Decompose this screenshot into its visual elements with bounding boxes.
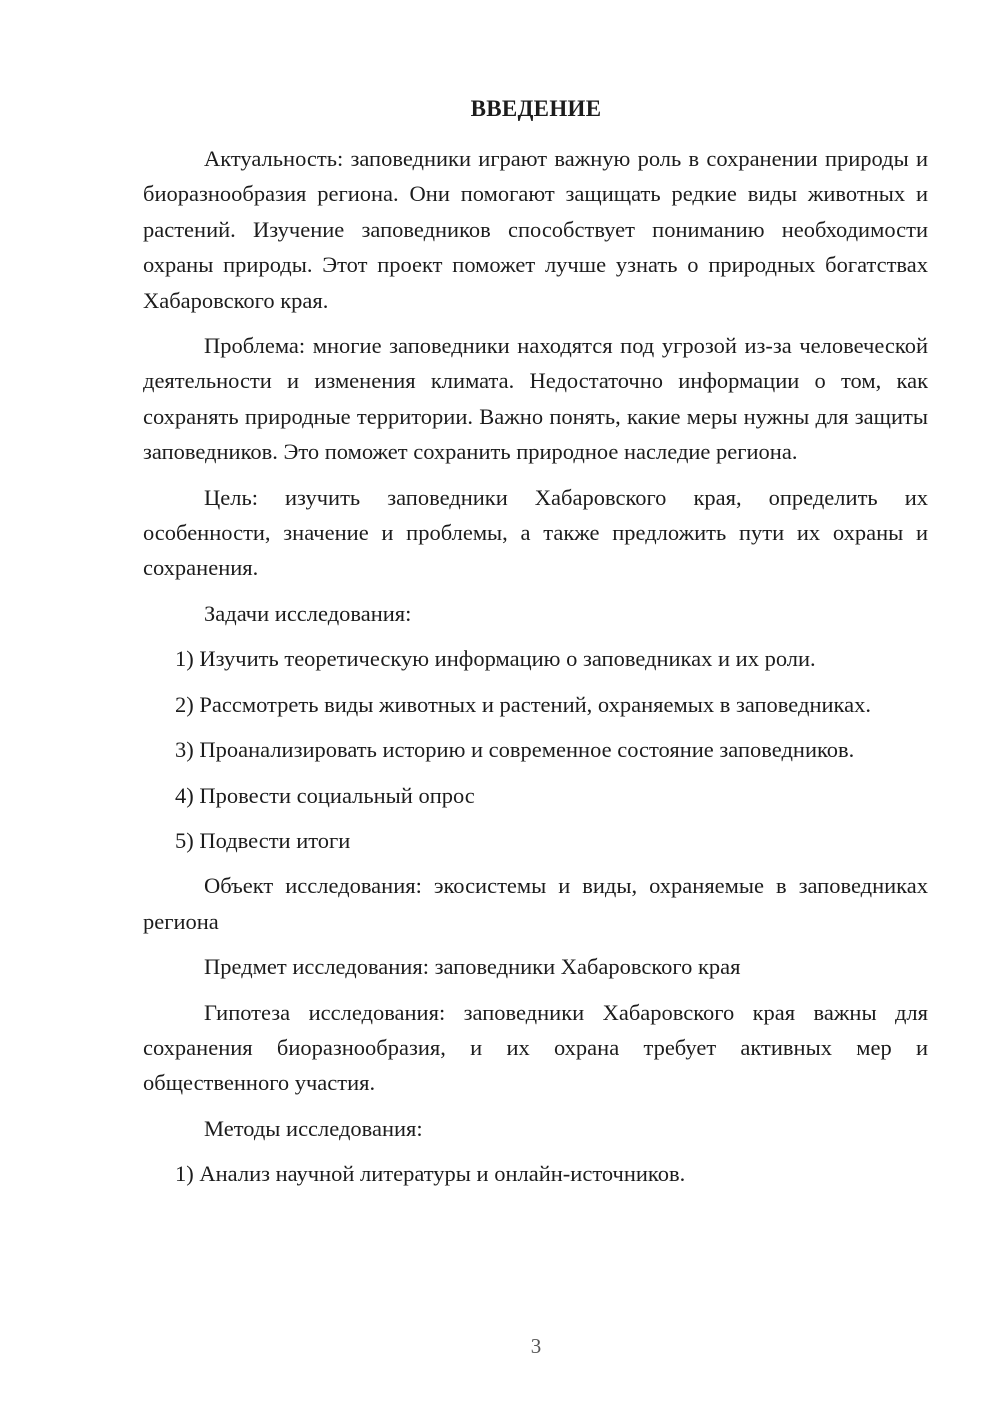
relevance-paragraph: Актуальность: заповедники играют важную роль в сохранении природы и биоразнообразия региона. Они помогают защищать редкие виды животных и растений. Изучение заповедников способствует пониманию необходимости охраны природы. Этот проект поможет лучше узнать о природных богатствах Хабаровского края. <box>143 146 928 313</box>
method-item: 1) Анализ научной литературы и онлайн-источников. <box>175 1161 686 1187</box>
task-item: 5) Подвести итоги <box>175 827 351 853</box>
methods-heading: Методы исследования: <box>204 1115 423 1141</box>
tasks-heading: Задачи исследования: <box>204 600 412 626</box>
page-number: 3 <box>530 1334 542 1358</box>
object-paragraph: Объект исследования: экосистемы и виды, охраняемые в заповедниках региона <box>143 873 928 934</box>
subject-paragraph: Предмет исследования: заповедники Хабаровского края <box>204 954 741 980</box>
task-item: 4) Провести социальный опрос <box>175 782 475 808</box>
body-text <box>143 141 928 1202</box>
task-item: 1) Изучить теоретическую информацию о заповедниках и их роли. <box>175 646 816 672</box>
task-item: 2) Рассмотреть виды животных и растений, охраняемых в заповедниках. <box>175 691 871 717</box>
hypothesis-paragraph: Гипотеза исследования: заповедники Хабаровского края важны для сохранения биоразнообразия, и их охрана требует активных мер и общественного участия. <box>143 999 928 1096</box>
goal-paragraph: Цель: изучить заповедники Хабаровского края, определить их особенности, значение и проблемы, а также предложить пути их охраны и сохранения. <box>143 484 928 581</box>
problem-paragraph: Проблема: многие заповедники находятся под угрозой из-за человеческой деятельности и изменения климата. Недостаточно информации о том, как сохранять природные территории. Важно понять, какие меры нужны для защиты заповедников. Это поможет сохранить природное наследие региона. <box>143 333 928 465</box>
task-item: 3) Проанализировать историю и современное состояние заповедников. <box>175 737 855 763</box>
section-title: ВВЕДЕНИЕ <box>470 96 602 121</box>
